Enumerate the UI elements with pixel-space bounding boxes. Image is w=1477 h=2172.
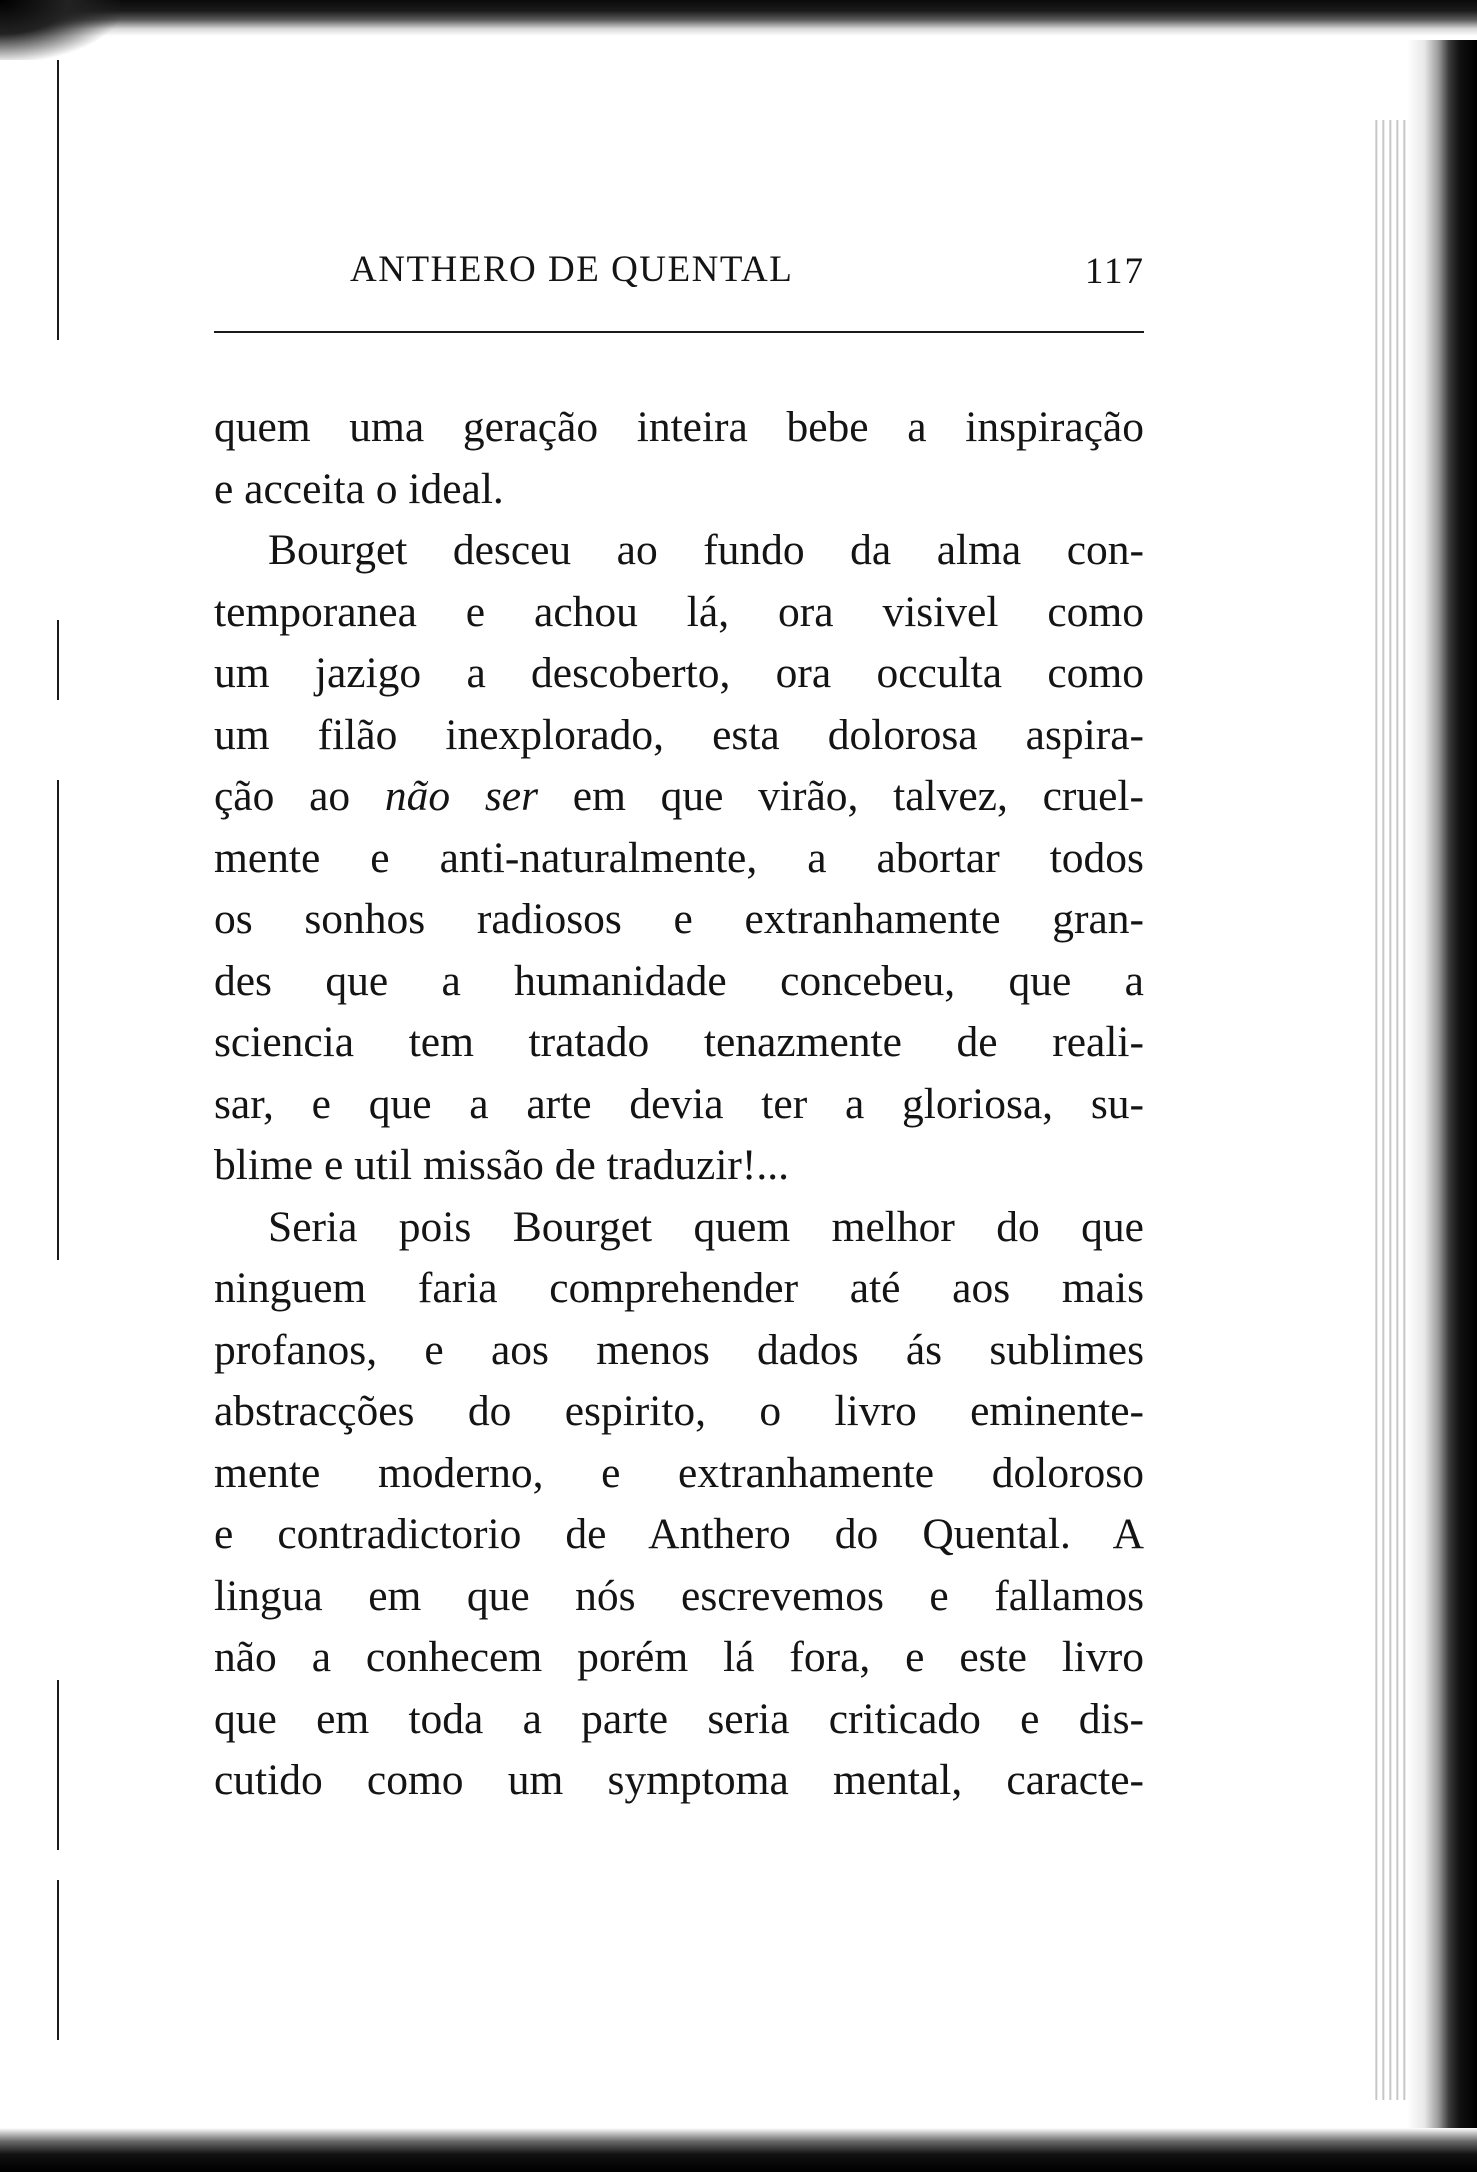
text-line: um filão inexplorado, esta dolorosa aspira- xyxy=(214,710,1144,759)
text-line: e acceita o ideal. xyxy=(214,464,504,513)
text-line: temporanea e achou lá, ora visivel como xyxy=(214,587,1144,636)
text-line: abstracções do espirito, o livro eminente- xyxy=(214,1387,1144,1435)
scan-edge-bottom xyxy=(0,2128,1477,2172)
text-fragment: em que virão, talvez, cruel- xyxy=(572,772,1145,820)
scan-corner-top-left xyxy=(0,0,120,60)
text-line: mente e anti-naturalmente, a abortar todos xyxy=(214,833,1144,882)
scan-margin-mark xyxy=(57,620,59,700)
text-line: blime e util missão de traduzir!... xyxy=(214,1141,790,1189)
scan-edge-top xyxy=(0,0,1477,36)
text-line: profanos, e aos menos dados ás sublimes xyxy=(214,1325,1144,1374)
text-line: sar, e que a arte devia ter a gloriosa, su- xyxy=(214,1079,1144,1128)
text-line: des que a humanidade concebeu, que a xyxy=(214,956,1144,1005)
header-rule xyxy=(214,331,1144,333)
text-line: os sonhos radiosos e extranhamente gran- xyxy=(214,895,1144,943)
text-line: que em toda a parte seria criticado e dis- xyxy=(214,1694,1144,1743)
page-number: 117 xyxy=(1084,251,1145,292)
scan-margin-mark xyxy=(57,1880,59,2040)
text-line: não a conhecem porém lá fora, e este livro xyxy=(214,1633,1144,1681)
text-line: sciencia tem tratado tenazmente de reali- xyxy=(214,1018,1144,1066)
text-fragment: ção ao xyxy=(214,772,351,820)
scan-margin-mark xyxy=(57,780,59,1260)
text-line: Bourget desceu ao fundo da alma con- xyxy=(268,526,1144,574)
body-text xyxy=(214,397,1144,1812)
scan-margin-mark xyxy=(57,1680,59,1850)
text-line: mente moderno, e extranhamente doloroso xyxy=(214,1448,1144,1497)
text-line: cutido como um symptoma mental, caracte- xyxy=(214,1756,1144,1804)
scan-margin-mark xyxy=(57,60,59,340)
text-line: lingua em que nós escrevemos e fallamos xyxy=(214,1571,1144,1620)
running-title: ANTHERO DE QUENTAL xyxy=(350,249,794,290)
text-line xyxy=(214,766,1144,828)
text-line: e contradictorio de Anthero do Quental. A xyxy=(214,1510,1144,1558)
scan-edge-right xyxy=(1407,40,1477,2130)
running-head xyxy=(210,248,1145,298)
scan-page-edges xyxy=(1371,120,1407,2100)
text-line: Seria pois Bourget quem melhor do que xyxy=(268,1202,1144,1251)
text-line: quem uma geração inteira bebe a inspiração xyxy=(214,403,1144,451)
italic-phrase: não ser xyxy=(384,772,539,820)
text-line: ninguem faria comprehender até aos mais xyxy=(214,1264,1144,1312)
text-line: um jazigo a descoberto, ora occulta como xyxy=(214,649,1144,697)
